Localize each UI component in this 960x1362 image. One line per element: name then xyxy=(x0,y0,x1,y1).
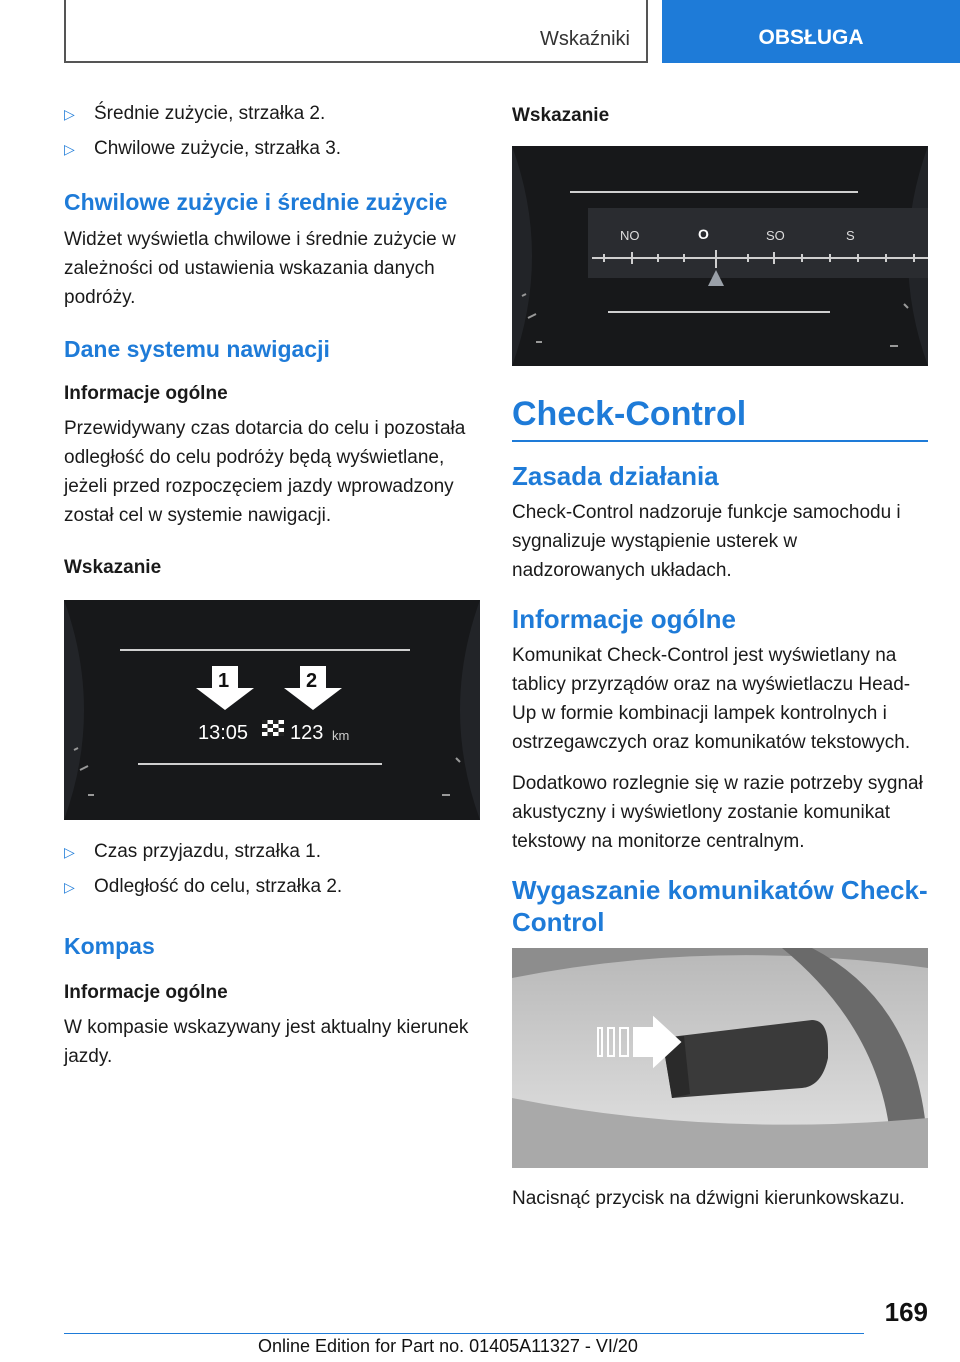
paragraph-compass: W kompasie wskazywany jest aktualny kierunek jazdy. xyxy=(64,1017,469,1067)
triangle-bullet-icon: ▷ xyxy=(64,879,75,895)
triangle-bullet-icon: ▷ xyxy=(64,141,75,157)
heading-general: Informacje ogólne xyxy=(512,604,736,634)
triangle-bullet-icon: ▷ xyxy=(64,106,75,122)
heading-compass: Kompas xyxy=(64,933,155,959)
list-item xyxy=(64,100,480,128)
footer-edition: Online Edition for Part no. 01405A11327 - VI/20 xyxy=(258,1336,638,1356)
heading-display-nav: Wskazanie xyxy=(64,557,162,578)
heading-navigation-general: Informacje ogólne xyxy=(64,383,228,404)
compass-label: SO xyxy=(766,228,785,243)
dashboard-compass-illustration xyxy=(512,146,928,366)
distance-unit: km xyxy=(332,728,350,743)
list-item-text: Chwilowe zużycie, strzałka 3. xyxy=(94,138,342,159)
header-section-title: Wskaźniki xyxy=(539,28,630,50)
paragraph-principle: Check-Control nadzoruje funkcje samochodu i sygnalizuje wystąpienie usterek w nadzorowanych układach. xyxy=(512,502,901,581)
compass-label: O xyxy=(698,226,709,242)
list-item xyxy=(64,873,480,901)
dashboard-nav-illustration xyxy=(64,600,480,820)
paragraph-consumption: Widżet wyświetla chwilowe i średnie zużycie w zależności od ustawienia wskazania danych podróży. xyxy=(64,229,456,308)
heading-consumption: Chwilowe zużycie i średnie zużycie xyxy=(64,189,448,215)
list-item-text: Czas przyjazdu, strzałka 1. xyxy=(94,841,322,862)
heading-check-control: Check-Control xyxy=(512,392,928,442)
navigation-display-figure xyxy=(64,600,480,820)
left-column xyxy=(64,100,480,1083)
list-item-text: Średnie zużycie, strzałka 2. xyxy=(94,103,326,124)
header-chapter-tab: OBSŁUGA xyxy=(662,0,960,63)
compass-label: S xyxy=(846,228,855,243)
compass-display-figure xyxy=(512,146,928,366)
header-section-box xyxy=(64,0,648,63)
footer-divider xyxy=(64,1333,864,1334)
compass-label: NO xyxy=(620,228,640,243)
heading-navigation: Dane systemu nawigacji xyxy=(64,336,330,362)
paragraph-press-button: Nacisnąć przycisk na dźwigni kierunkowskazu. xyxy=(512,1188,905,1209)
list-item-text: Odległość do celu, strzałka 2. xyxy=(94,876,343,897)
paragraph-general-2: Dodatkowo rozlegnie się w razie potrzeby sygnał akustyczny i wyświetlony zostanie komunikat tekstowy na monitorze centralnym. xyxy=(512,773,923,852)
right-column xyxy=(512,100,928,1225)
distance-value: 123 xyxy=(290,722,324,744)
page-number: 169 xyxy=(884,1297,928,1327)
paragraph-navigation: Przewidywany czas dotarcia do celu i pozostała odległość do celu podróży będą wyświetlane, jeżeli przed rozpoczęciem jazdy wprowadzony został cel w systemie nawigacji. xyxy=(64,418,466,526)
heading-hide-messages: Wygaszanie komunikatów Check-Control xyxy=(512,875,928,937)
list-item xyxy=(64,838,480,866)
turn-signal-lever-photo xyxy=(512,948,928,1168)
arrow-1-label: 1 xyxy=(218,670,230,692)
heading-compass-general: Informacje ogólne xyxy=(64,982,228,1003)
arrow-2-label: 2 xyxy=(306,670,318,692)
triangle-bullet-icon: ▷ xyxy=(64,844,75,860)
heading-display-compass: Wskazanie xyxy=(512,105,610,126)
arrival-time: 13:05 xyxy=(198,722,249,744)
heading-principle: Zasada działania xyxy=(512,461,719,491)
list-item xyxy=(64,135,480,163)
paragraph-general-1: Komunikat Check-Control jest wyświetlany na tablicy przyrządów oraz na wyświetlaczu Head-Up w formie kombinacji lampek kontrolnych i ostrzegawczych oraz komunikatów tekstowych. xyxy=(512,645,911,753)
